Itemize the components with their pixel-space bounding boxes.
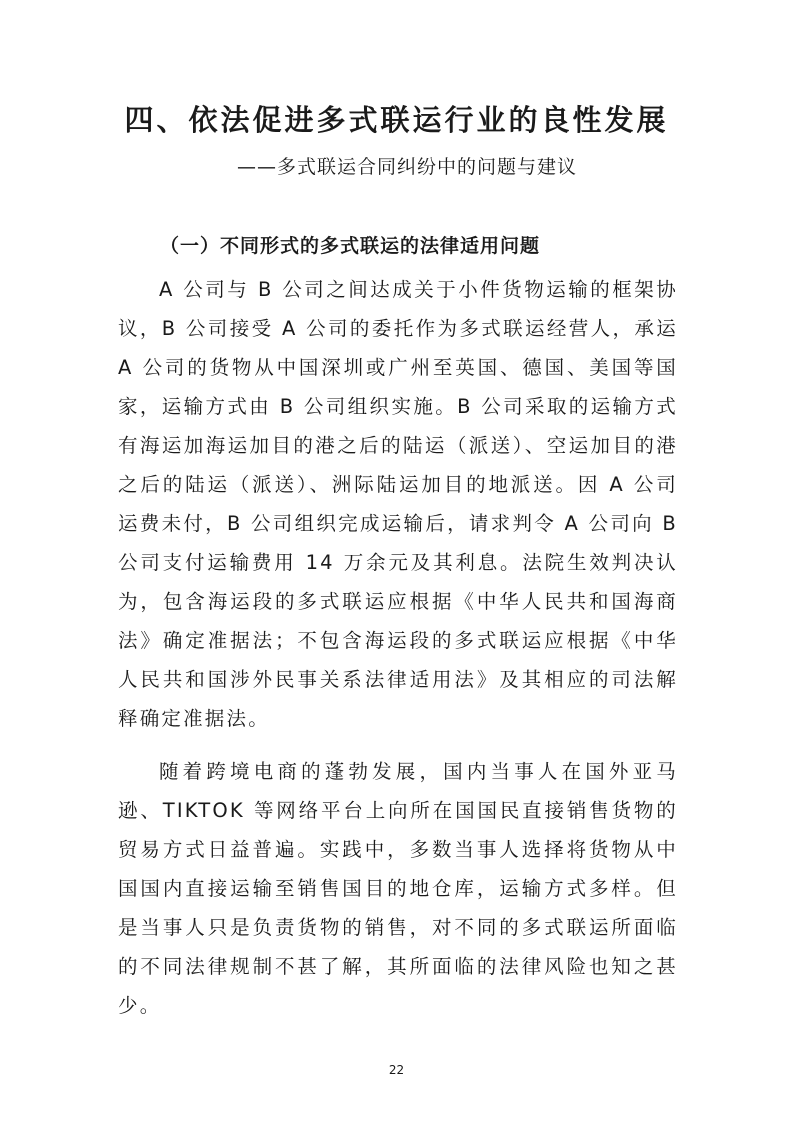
body-paragraph-1: A 公司与 B 公司之间达成关于小件货物运输的框架协议，B 公司接受 A 公司的委托作为多式联运经营人，承运 A 公司的货物从中国深圳或广州至英国、德国、美国等国家，运输方式由 B 公司组织实施。B 公司采取的运输方式有海运加海运加目的港之后的陆运（派送）、空运加目的港之后的陆运（派送）、洲际陆运加目的地派送。因 A 公司运费未付，B 公司组织完成运输后，请求判令 A 公司向 B 公司支付运输费用 14 万余元及其利息。法院生效判决认为，包含海运段的多式联运应根据《中华人民共和国海商法》确定准据法；不包含海运段的多式联运应根据《中华人民共和国涉外民事关系法律适用法》及其相应的司法解释确定准据法。 xyxy=(118,278,678,730)
page-title: 四、依法促进多式联运行业的良性发展 xyxy=(124,103,669,137)
body-paragraph-2: 随着跨境电商的蓬勃发展，国内当事人在国外亚马逊、TIKTOK 等网络平台上向所在国国民直接销售货物的贸易方式日益普遍。实践中，多数当事人选择将货物从中国国内直接运输至销售国目的地仓库，运输方式多样。但是当事人只是负责货物的销售，对不同的多式联运所面临的不同法律规制不甚了解，其所面临的法律风险也知之甚少。 xyxy=(118,760,678,1017)
section-heading: （一）不同形式的多式联运的法律适用问题 xyxy=(160,235,541,257)
page-number: 22 xyxy=(388,1063,405,1077)
page-subtitle: ——多式联运合同纠纷中的问题与建议 xyxy=(236,156,577,178)
